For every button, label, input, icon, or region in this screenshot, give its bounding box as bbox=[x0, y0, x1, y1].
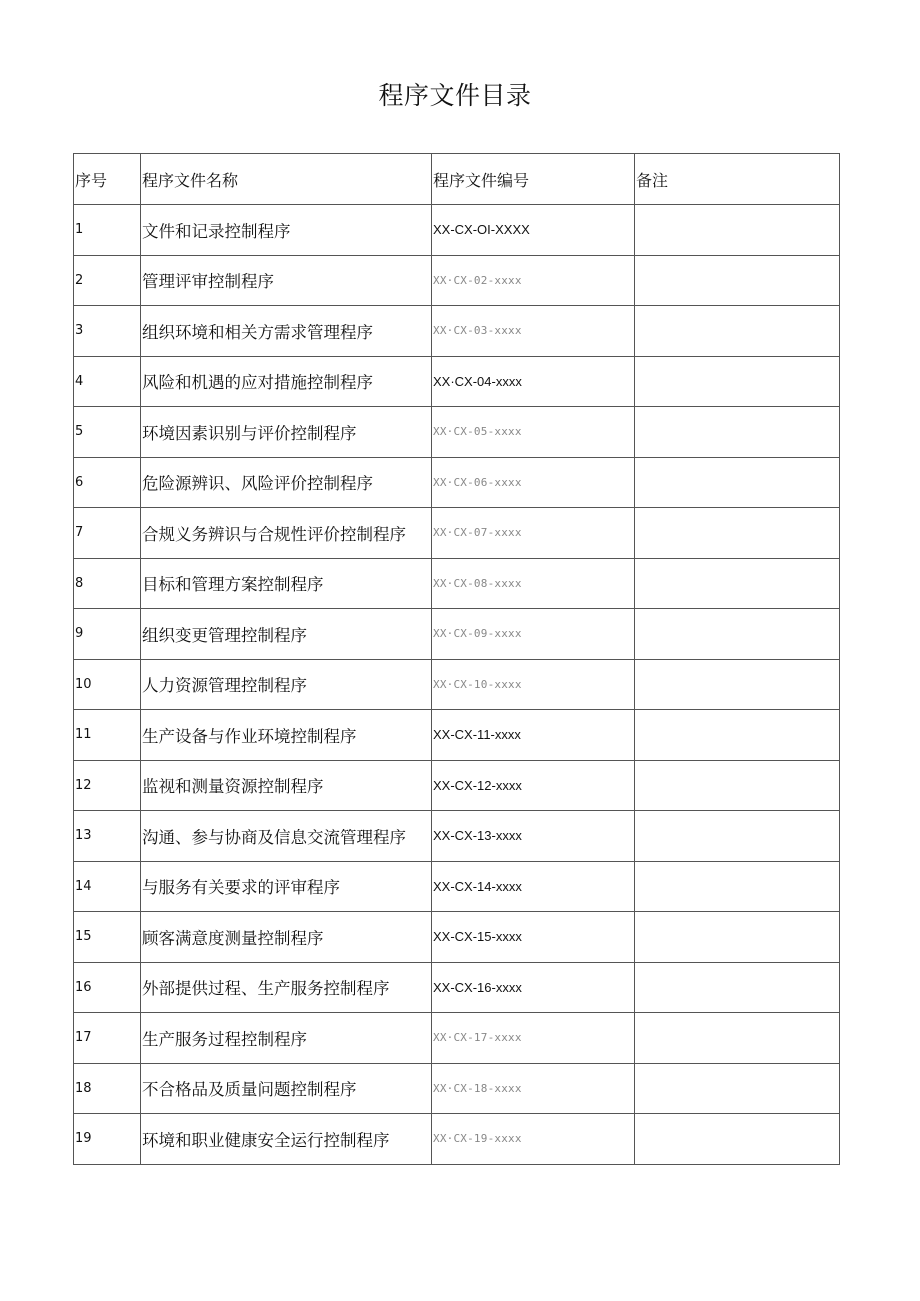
row-number: 3 bbox=[74, 306, 141, 357]
table-row bbox=[74, 508, 840, 559]
procedure-code: XX·CX-05-xxxx bbox=[432, 407, 635, 458]
table-row bbox=[74, 255, 840, 306]
procedure-note bbox=[635, 760, 840, 811]
procedure-code: XX·CX-18-xxxx bbox=[432, 1063, 635, 1114]
procedure-name: 沟通、参与协商及信息交流管理程序 bbox=[141, 811, 432, 862]
header-note: 备注 bbox=[635, 154, 840, 205]
procedure-note bbox=[635, 609, 840, 660]
procedure-name: 不合格品及质量问题控制程序 bbox=[141, 1063, 432, 1114]
row-number: 17 bbox=[74, 1013, 141, 1064]
table-row bbox=[74, 609, 840, 660]
row-number: 10 bbox=[74, 659, 141, 710]
table-row bbox=[74, 205, 840, 256]
procedure-name: 组织变更管理控制程序 bbox=[141, 609, 432, 660]
procedure-note bbox=[635, 962, 840, 1013]
procedure-note bbox=[635, 558, 840, 609]
procedure-code: XX-CX-14-xxxx bbox=[432, 861, 635, 912]
row-number: 11 bbox=[74, 710, 141, 761]
procedure-name: 人力资源管理控制程序 bbox=[141, 659, 432, 710]
procedure-name: 外部提供过程、生产服务控制程序 bbox=[141, 962, 432, 1013]
table-row bbox=[74, 760, 840, 811]
table-row bbox=[74, 659, 840, 710]
table-row bbox=[74, 811, 840, 862]
row-number: 4 bbox=[74, 356, 141, 407]
procedure-note bbox=[635, 407, 840, 458]
table-row bbox=[74, 1013, 840, 1064]
procedure-code: XX-CX-OI-XXXX bbox=[432, 205, 635, 256]
table-row bbox=[74, 912, 840, 963]
row-number: 5 bbox=[74, 407, 141, 458]
procedure-code: XX·CX-06-xxxx bbox=[432, 457, 635, 508]
row-number: 19 bbox=[74, 1114, 141, 1165]
table-row bbox=[74, 1063, 840, 1114]
procedure-note bbox=[635, 861, 840, 912]
procedure-name: 管理评审控制程序 bbox=[141, 255, 432, 306]
procedure-name: 生产设备与作业环境控制程序 bbox=[141, 710, 432, 761]
procedure-code: XX·CX-08-xxxx bbox=[432, 558, 635, 609]
table-row bbox=[74, 457, 840, 508]
page-title: 程序文件目录 bbox=[378, 81, 532, 110]
row-number: 16 bbox=[74, 962, 141, 1013]
procedure-note bbox=[635, 457, 840, 508]
row-number: 12 bbox=[74, 760, 141, 811]
procedure-code: XX·CX-10-xxxx bbox=[432, 659, 635, 710]
procedure-code: XX·CX-07-xxxx bbox=[432, 508, 635, 559]
procedure-code: XX·CX-19-xxxx bbox=[432, 1114, 635, 1165]
procedure-note bbox=[635, 255, 840, 306]
row-number: 8 bbox=[74, 558, 141, 609]
procedure-code: XX·CX-02-xxxx bbox=[432, 255, 635, 306]
procedure-code: XX·CX-17-xxxx bbox=[432, 1013, 635, 1064]
procedure-note bbox=[635, 508, 840, 559]
procedure-name: 环境因素识别与评价控制程序 bbox=[141, 407, 432, 458]
row-number: 14 bbox=[74, 861, 141, 912]
table-row bbox=[74, 356, 840, 407]
procedure-name: 与服务有关要求的评审程序 bbox=[141, 861, 432, 912]
table-row bbox=[74, 710, 840, 761]
row-number: 9 bbox=[74, 609, 141, 660]
row-number: 1 bbox=[74, 205, 141, 256]
table-header-row bbox=[74, 154, 840, 205]
procedure-note bbox=[635, 811, 840, 862]
procedure-code: XX·CX-09-xxxx bbox=[432, 609, 635, 660]
procedure-name: 文件和记录控制程序 bbox=[141, 205, 432, 256]
procedure-note bbox=[635, 1114, 840, 1165]
table-row bbox=[74, 558, 840, 609]
row-number: 15 bbox=[74, 912, 141, 963]
procedure-name: 生产服务过程控制程序 bbox=[141, 1013, 432, 1064]
table-row bbox=[74, 306, 840, 357]
procedure-name: 组织环境和相关方需求管理程序 bbox=[141, 306, 432, 357]
procedure-name: 合规义务辨识与合规性评价控制程序 bbox=[141, 508, 432, 559]
procedure-catalog-table bbox=[73, 153, 840, 1165]
procedure-code: XX-CX-15-xxxx bbox=[432, 912, 635, 963]
header-no: 序号 bbox=[74, 154, 141, 205]
table-row bbox=[74, 962, 840, 1013]
procedure-note bbox=[635, 912, 840, 963]
procedure-name: 目标和管理方案控制程序 bbox=[141, 558, 432, 609]
procedure-note bbox=[635, 306, 840, 357]
procedure-code: XX·CX-03-xxxx bbox=[432, 306, 635, 357]
procedure-note bbox=[635, 356, 840, 407]
header-name: 程序文件名称 bbox=[141, 154, 432, 205]
row-number: 18 bbox=[74, 1063, 141, 1114]
procedure-name: 风险和机遇的应对措施控制程序 bbox=[141, 356, 432, 407]
table-row bbox=[74, 861, 840, 912]
table-row bbox=[74, 1114, 840, 1165]
procedure-name: 危险源辨识、风险评价控制程序 bbox=[141, 457, 432, 508]
table-body bbox=[74, 154, 840, 1165]
procedure-note bbox=[635, 205, 840, 256]
row-number: 2 bbox=[74, 255, 141, 306]
procedure-code: XX-CX-11-xxxx bbox=[432, 710, 635, 761]
procedure-note bbox=[635, 1013, 840, 1064]
row-number: 7 bbox=[74, 508, 141, 559]
procedure-note bbox=[635, 659, 840, 710]
procedure-code: XX-CX-13-xxxx bbox=[432, 811, 635, 862]
procedure-note bbox=[635, 710, 840, 761]
procedure-code: XX-CX-12-xxxx bbox=[432, 760, 635, 811]
table-row bbox=[74, 407, 840, 458]
procedure-code: XX·CX-04-xxxx bbox=[432, 356, 635, 407]
procedure-name: 顾客满意度测量控制程序 bbox=[141, 912, 432, 963]
procedure-name: 监视和测量资源控制程序 bbox=[141, 760, 432, 811]
procedure-note bbox=[635, 1063, 840, 1114]
procedure-code: XX-CX-16-xxxx bbox=[432, 962, 635, 1013]
procedure-name: 环境和职业健康安全运行控制程序 bbox=[141, 1114, 432, 1165]
row-number: 6 bbox=[74, 457, 141, 508]
row-number: 13 bbox=[74, 811, 141, 862]
header-code: 程序文件编号 bbox=[432, 154, 635, 205]
